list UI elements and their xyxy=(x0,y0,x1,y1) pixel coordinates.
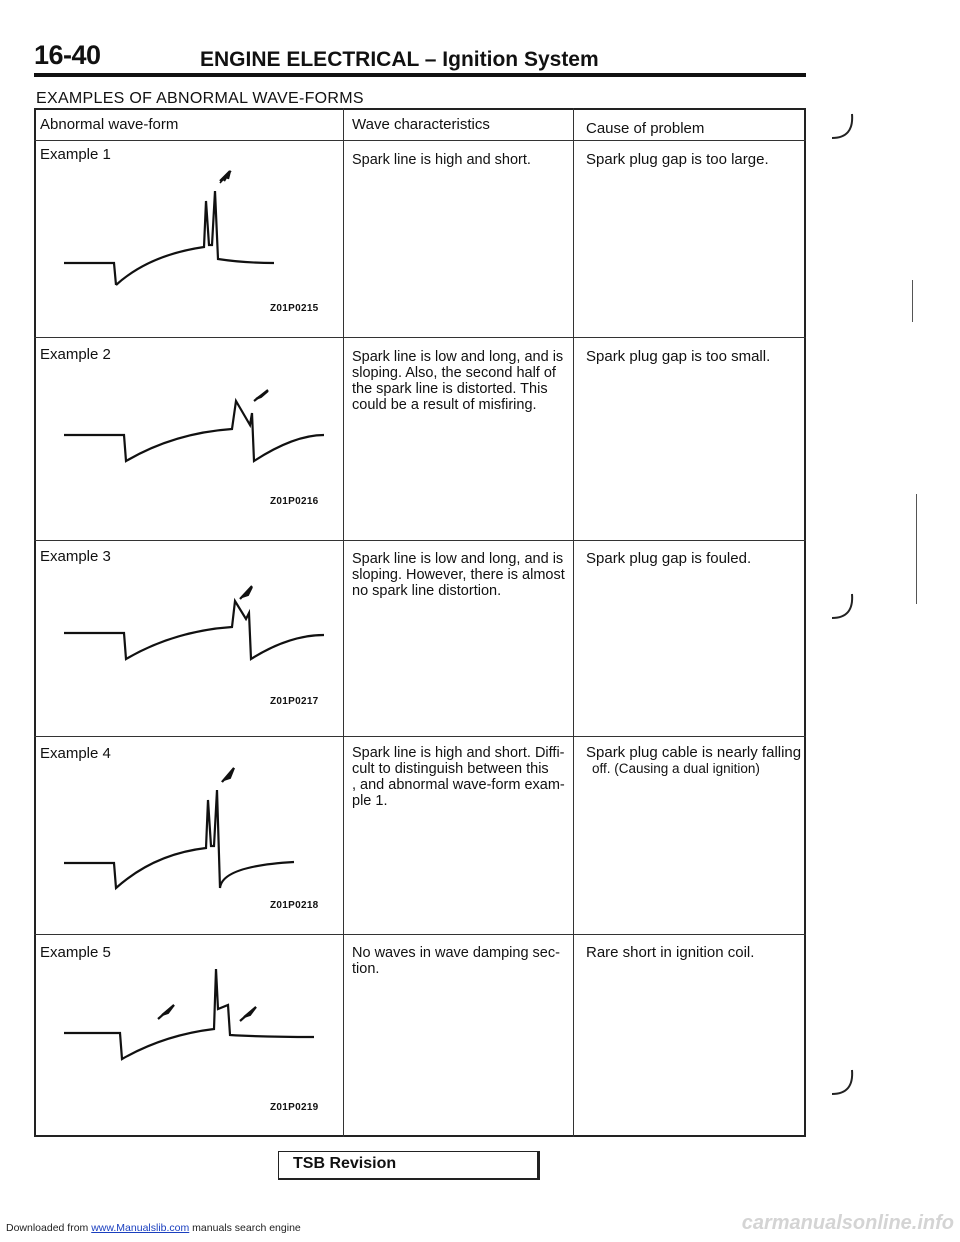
page-number: 16-40 xyxy=(34,40,101,70)
wave-characteristics xyxy=(352,945,560,977)
example-label: Example 2 xyxy=(40,346,111,363)
manualslib-link[interactable]: www.Manualslib.com xyxy=(91,1222,190,1234)
text-line: tion. xyxy=(352,961,380,977)
row-divider xyxy=(34,540,806,541)
example-label: Example 4 xyxy=(40,745,111,762)
wave-characteristics xyxy=(352,551,565,599)
waveform-icon xyxy=(54,573,334,683)
tsb-revision-label: TSB Revision xyxy=(293,1155,397,1172)
example-label: Example 5 xyxy=(40,944,111,961)
figure-code: Z01P0219 xyxy=(270,1102,319,1113)
text-line: could be a result of misfiring. xyxy=(352,397,537,413)
text-line: sloping. However, there is almost xyxy=(352,567,565,583)
binding-mark-icon xyxy=(826,1066,866,1106)
wave-characteristics xyxy=(352,745,565,809)
column-header-cause: Cause of problem xyxy=(586,120,705,137)
text-line: Spark line is high and short. xyxy=(352,152,531,168)
text-line: Spark plug gap is fouled. xyxy=(586,550,752,567)
text-line: Spark line is high and short. Diffi- xyxy=(352,745,565,761)
example-label: Example 3 xyxy=(40,548,111,565)
figure-code: Z01P0218 xyxy=(270,900,319,911)
watermark: carmanualsonline.info xyxy=(741,1212,954,1234)
download-suffix: manuals search engine xyxy=(189,1222,301,1234)
column-divider xyxy=(573,108,574,1137)
row-divider xyxy=(34,736,806,737)
text-line: no spark line distortion. xyxy=(352,583,502,599)
figure-code: Z01P0216 xyxy=(270,496,319,507)
text-line: off. (Causing a dual ignition) xyxy=(592,761,760,776)
text-line: Rare short in ignition coil. xyxy=(586,944,755,961)
binding-mark-icon xyxy=(826,110,866,150)
text-line: Spark line is low and long, and is xyxy=(352,349,564,365)
tsb-revision-box xyxy=(278,1151,540,1180)
text-line: Spark plug gap is too large. xyxy=(586,151,769,168)
cause-of-problem xyxy=(586,551,751,567)
wave-characteristics xyxy=(352,152,531,168)
cause-of-problem xyxy=(586,945,754,961)
waveform-icon xyxy=(54,163,314,293)
text-line: cult to distinguish between this xyxy=(352,761,549,777)
waveform-icon xyxy=(54,953,334,1083)
example-label: Example 1 xyxy=(40,146,111,163)
column-divider xyxy=(343,108,344,1137)
cause-of-problem xyxy=(586,745,801,777)
download-prefix: Downloaded from xyxy=(6,1222,92,1234)
binding-mark-icon xyxy=(826,590,866,630)
margin-line xyxy=(912,280,913,322)
download-notice xyxy=(6,1222,301,1234)
margin-line xyxy=(916,494,917,604)
column-header-waveform: Abnormal wave-form xyxy=(40,116,179,133)
row-divider xyxy=(34,934,806,935)
waveform-table xyxy=(34,108,806,1137)
text-line: Spark line is low and long, and is xyxy=(352,551,564,567)
text-line: Spark plug gap is too small. xyxy=(586,348,771,365)
waveform-icon xyxy=(54,363,334,483)
text-line: , and abnormal wave-form exam- xyxy=(352,777,565,793)
figure-code: Z01P0217 xyxy=(270,696,319,707)
text-line: No waves in wave damping sec- xyxy=(352,945,560,961)
header-divider xyxy=(34,140,806,141)
column-header-characteristics: Wave characteristics xyxy=(352,116,490,133)
section-heading: EXAMPLES OF ABNORMAL WAVE-FORMS xyxy=(36,90,364,107)
text-line: sloping. Also, the second half of xyxy=(352,365,556,381)
header-rule xyxy=(34,73,806,77)
row-divider xyxy=(34,337,806,338)
page-title: ENGINE ELECTRICAL – Ignition System xyxy=(200,48,599,71)
cause-of-problem xyxy=(586,152,769,168)
text-line: Spark plug cable is nearly falling xyxy=(586,744,802,761)
cause-of-problem xyxy=(586,349,770,365)
wave-characteristics xyxy=(352,349,563,413)
figure-code: Z01P0215 xyxy=(270,303,319,314)
text-line: ple 1. xyxy=(352,793,388,809)
waveform-icon xyxy=(54,758,334,898)
text-line: the spark line is distorted. This xyxy=(352,381,548,397)
